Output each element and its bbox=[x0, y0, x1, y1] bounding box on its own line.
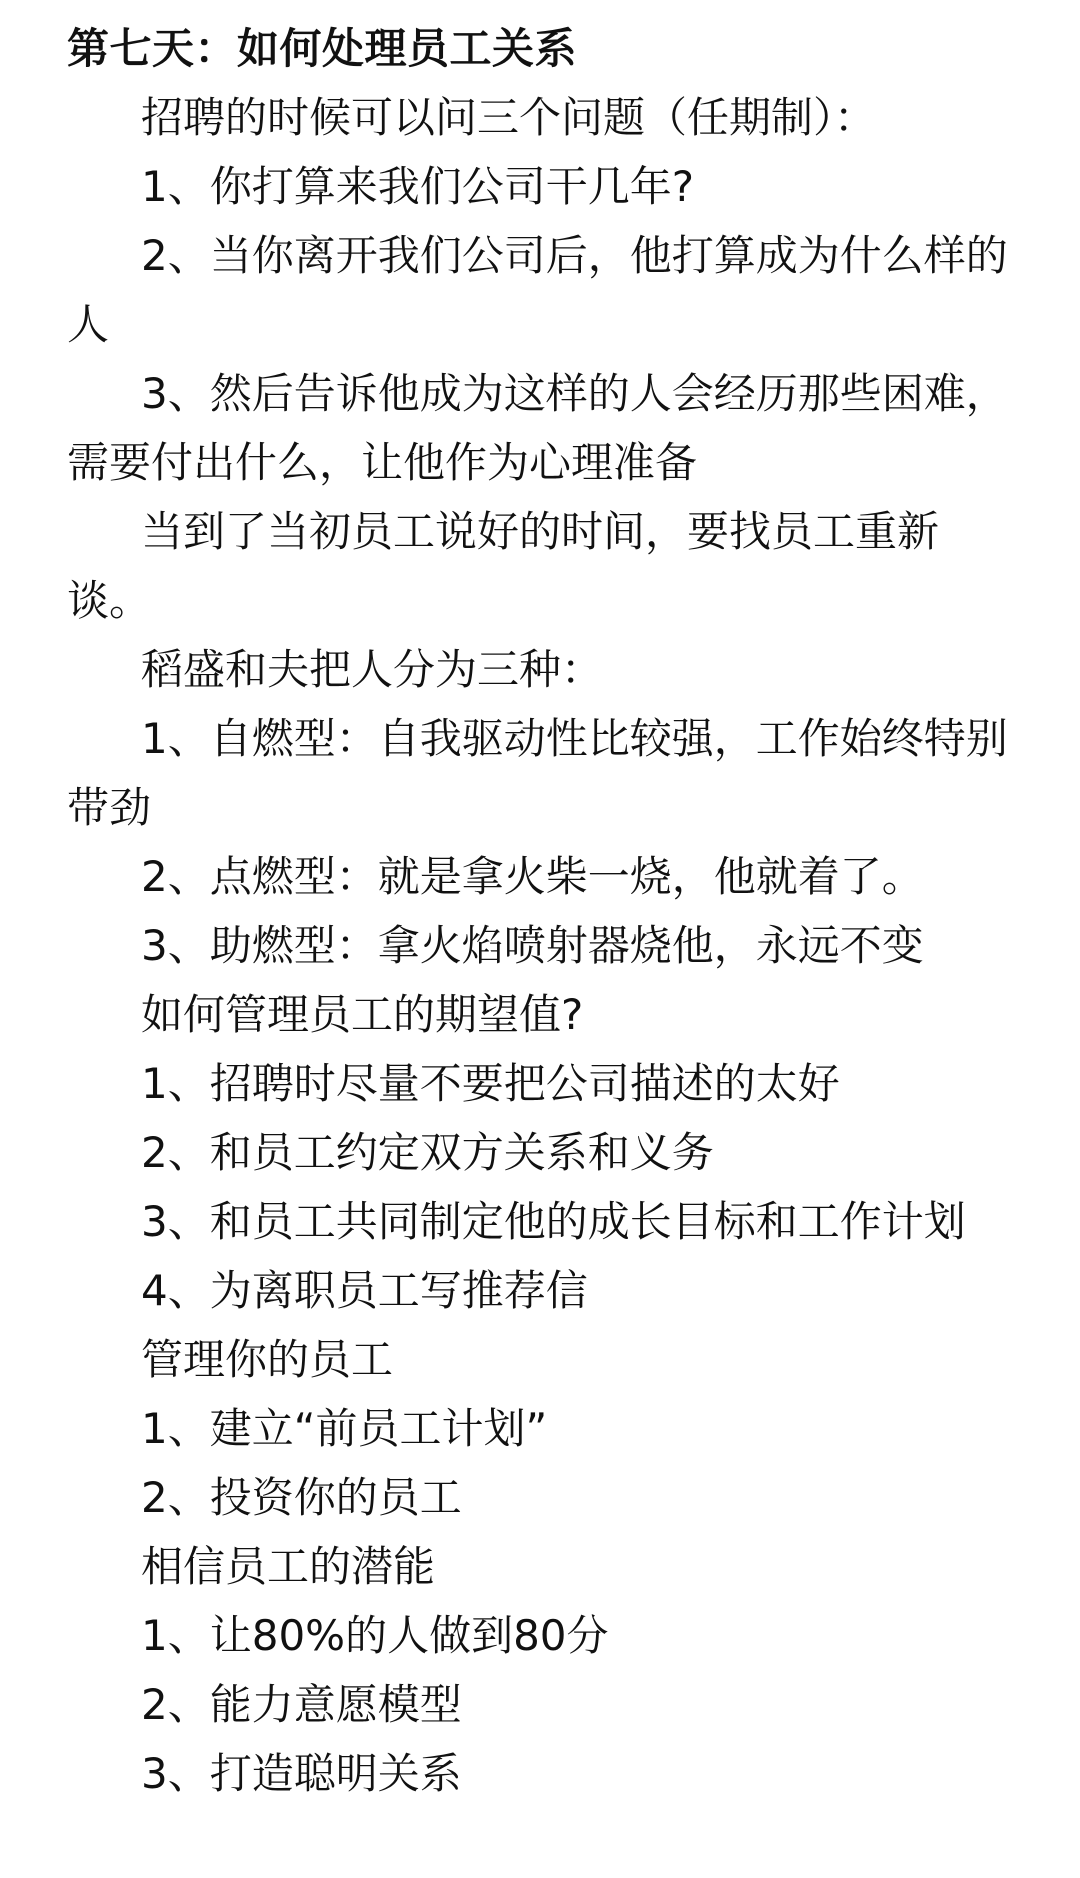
paragraph-question-2: 2、当你离开我们公司后，他打算成为什么样的人 bbox=[67, 231, 1008, 349]
document-title: 第七天：如何处理员工关系 bbox=[67, 24, 578, 73]
paragraph-revisit-note: 当到了当初员工说好的时间，要找员工重新谈。 bbox=[67, 507, 940, 625]
paragraph-expectation-1: 1、招聘时尽量不要把公司描述的太好 bbox=[141, 1059, 840, 1108]
paragraph-question-1: 1、你打算来我们公司干几年? bbox=[141, 162, 695, 211]
paragraph-type-1: 1、自燃型：自我驱动性比较强，工作始终特别带劲 bbox=[67, 714, 1008, 832]
paragraph-expectation-3: 3、和员工共同制定他的成长目标和工作计划 bbox=[141, 1197, 966, 1246]
paragraph-manage-2: 2、投资你的员工 bbox=[141, 1473, 462, 1522]
paragraph-potential-3: 3、打造聪明关系 bbox=[141, 1749, 462, 1798]
paragraph-type-3: 3、助燃型：拿火焰喷射器烧他，永远不变 bbox=[141, 921, 924, 970]
paragraph-question-3: 3、然后告诉他成为这样的人会经历那些困难，需要付出什么，让他作为心理准备 bbox=[67, 369, 1008, 487]
paragraph-type-2: 2、点燃型：就是拿火柴一烧，他就着了。 bbox=[141, 852, 924, 901]
paragraph-expectation-4: 4、为离职员工写推荐信 bbox=[141, 1266, 588, 1315]
paragraph-potential-2: 2、能力意愿模型 bbox=[141, 1680, 462, 1729]
paragraph-manage-1: 1、建立“前员工计划” bbox=[141, 1404, 548, 1453]
paragraph-manage-heading: 管理你的员工 bbox=[141, 1335, 394, 1384]
paragraph-potential-1: 1、让80%的人做到80分 bbox=[141, 1611, 609, 1660]
paragraph-interview-questions-heading: 招聘的时候可以问三个问题（任期制）： bbox=[141, 93, 877, 142]
paragraph-potential-heading: 相信员工的潜能 bbox=[141, 1542, 436, 1591]
paragraph-expectations-heading: 如何管理员工的期望值? bbox=[141, 990, 584, 1039]
paragraph-expectation-2: 2、和员工约定双方关系和义务 bbox=[141, 1128, 714, 1177]
paragraph-three-types-heading: 稻盛和夫把人分为三种： bbox=[141, 645, 604, 694]
